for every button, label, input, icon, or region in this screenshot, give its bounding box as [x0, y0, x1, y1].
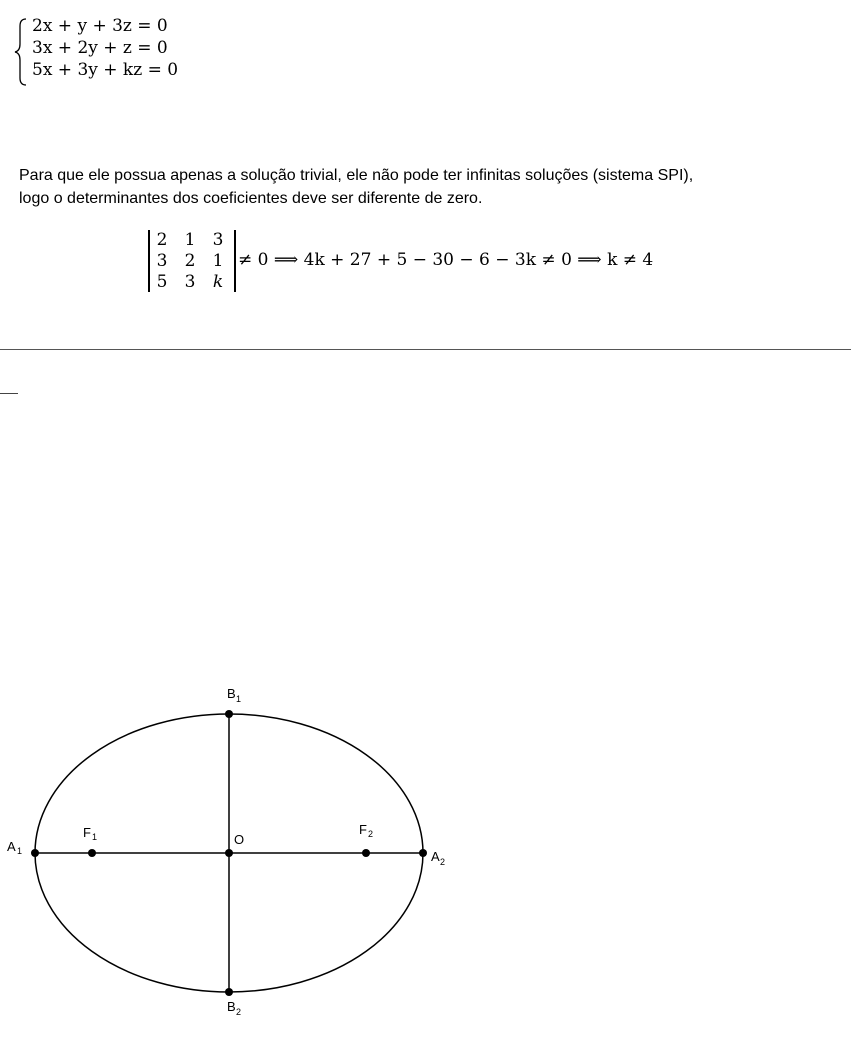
label-f1-index: 1 [92, 832, 98, 842]
point-f1 [88, 849, 96, 857]
label-b2-letter: B [227, 999, 236, 1014]
label-a1-index: 1 [17, 846, 23, 856]
label-f1-letter: F [83, 825, 91, 840]
label-a1-letter: A [7, 839, 16, 854]
ellipse-diagram [0, 670, 470, 1030]
equation-2: 3x + 2y + z = 0 [32, 38, 168, 58]
coefficient-determinant [146, 228, 242, 294]
point-b1 [225, 710, 233, 718]
label-f2-letter: F [359, 822, 367, 837]
label-a2-letter: A [431, 849, 440, 864]
label-b2-index: 2 [236, 1007, 242, 1017]
determinant-cell: k [212, 272, 224, 292]
short-rule [0, 393, 18, 394]
determinant-left-bar [148, 230, 150, 292]
label-b1-letter: B [227, 686, 236, 701]
determinant-result: ≠ 0 ⟹ 4k + 27 + 5 − 30 − 6 − 3k ≠ 0 ⟹ k ≠ 4 [238, 250, 654, 270]
label-f2-index: 2 [368, 829, 374, 839]
determinant-cell: 5 [156, 272, 168, 292]
equation-3: 5x + 3y + kz = 0 [32, 60, 179, 80]
determinant-cell: 1 [184, 230, 196, 250]
explanation-line-2: logo o determinantes dos coeficientes deve ser diferente de zero. [19, 190, 483, 207]
determinant-cell: 2 [156, 230, 168, 250]
label-a2-index: 2 [440, 857, 446, 867]
point-a2 [419, 849, 427, 857]
section-divider [0, 349, 851, 350]
left-brace-icon [14, 18, 28, 86]
label-b1-index: 1 [236, 694, 242, 704]
determinant-right-bar [234, 230, 236, 292]
determinant-cell: 3 [156, 251, 168, 271]
determinant-cell: 3 [184, 272, 196, 292]
determinant-cell: 3 [212, 230, 224, 250]
point-b2 [225, 988, 233, 996]
label-o: O [234, 832, 245, 847]
point-o [225, 849, 233, 857]
determinant-cell: 2 [184, 251, 196, 271]
determinant-cell: 1 [212, 251, 224, 271]
point-a1 [31, 849, 39, 857]
point-f2 [362, 849, 370, 857]
explanation-paragraph [19, 164, 819, 210]
equation-system [14, 16, 214, 88]
explanation-line-1: Para que ele possua apenas a solução trivial, ele não pode ter infinitas soluções (sistema SPI), [19, 167, 694, 184]
equation-1: 2x + y + 3z = 0 [32, 16, 168, 36]
